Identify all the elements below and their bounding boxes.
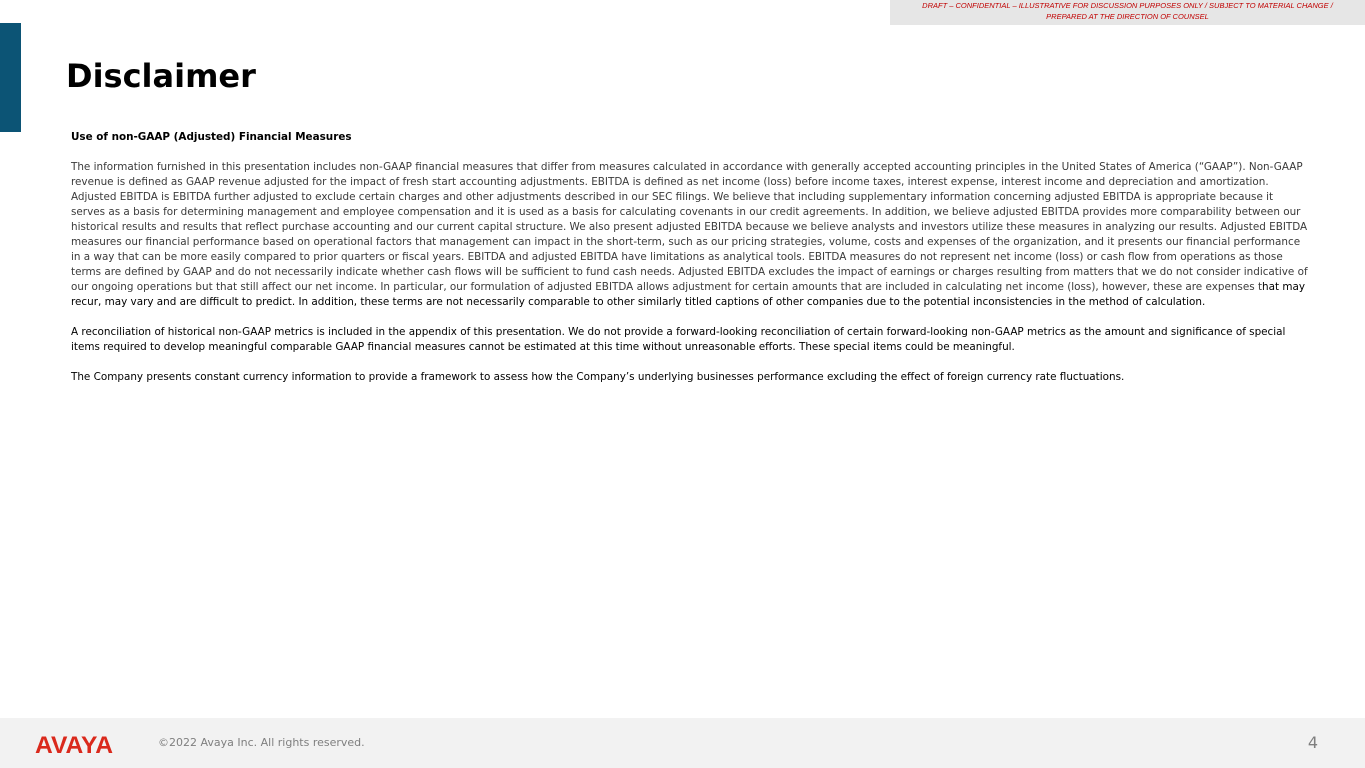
avaya-logo — [35, 731, 115, 757]
draft-confidential-banner — [890, 0, 1365, 25]
accent-bar — [0, 23, 21, 132]
banner-line-2: PREPARED AT THE DIRECTION OF COUNSEL — [1046, 11, 1209, 21]
page-title: Disclaimer — [66, 57, 256, 95]
paragraph-1 — [71, 160, 1309, 310]
paragraph-3: The Company presents constant currency information to provide a framework to assess how the Company’s underlying businesses performance excluding the effect of foreign currency rate fluctuations. — [71, 371, 1125, 383]
paragraph-1-text-a: The information furnished in this presentation includes non-GAAP financial measures that differ from measures calculated in accordance with generally accepted accounting principles in the United States of America (“GAAP”). Non-GAAP revenue is defined as GAAP revenue adjusted for the impact of fresh start accounting adjustments. EBITDA is defined as net income (loss) before income taxes, interest expense, interest income and depreciation and amortization. Adjusted EBITDA is EBITDA further adjusted to exclude certain charges and other adjustments described in our SEC filings. We believe that including supplementary information concerning adjusted EBITDA is appropriate because it serves as a basis for determining management and employee compensation and it is used as a basis for calculating covenants in our credit agreements. In addition, we believe adjusted EBITDA provides more comparability between our historical results and results that reflect purchase accounting and our current capital structure. We also present adjusted EBITDA because we believe analysts and investors utilize these measures in analyzing our results. Adjusted EBITDA measures our financial performance based on operational factors that management can impact in the short-term, such as our pricing strategies, volume, costs and expenses of the organization, and it presents our financial performance in a way that can be more easily compared to prior quarters or fiscal years. EBITDA and adjusted EBITDA have limitations as analytical tools. EBITDA measures do not represent net income (loss) or cash flow from operations as those terms are defined by GAAP and do not necessarily indicate whether cash flows will be sufficient to fund cash needs. Adjusted EBITDA excludes the impact of earnings or charges resulting from matters that we do not consider indicative of our ongoing operations but that still affect our net income. In particular, our formulation of adjusted EBITDA allows adjustment for certain amounts that are included in calculating net income (loss), however, these are expenses t — [71, 161, 1308, 293]
avaya-logo-text: AVAYA — [35, 732, 113, 757]
page-number: 4 — [1307, 733, 1318, 752]
banner-line-1: DRAFT – CONFIDENTIAL – ILLUSTRATIVE FOR DISCUSSION PURPOSES ONLY / SUBJECT TO MATERIAL CHANGE / — [922, 1, 1333, 10]
section-heading: Use of non-GAAP (Adjusted) Financial Measures — [71, 131, 352, 143]
paragraph-2: A reconciliation of historical non-GAAP metrics is included in the appendix of this presentation. We do not provide a forward-looking reconciliation of certain forward-looking non-GAAP metrics as the amount and significance of special items required to develop meaningful comparable GAAP financial measures cannot be estimated at this time without unreasonable efforts. These special items could be meaningful. — [71, 326, 1286, 353]
paragraph-1-text-b: hat may recur, may vary and are difficult to predict. In addition, these terms are not necessarily comparable to other similarly titled captions of other companies due to the potential inconsistencies in the method of calculation. — [71, 281, 1305, 308]
copyright-text: ©2022 Avaya Inc. All rights reserved. — [158, 736, 365, 749]
disclaimer-body — [71, 130, 1309, 400]
footer — [0, 718, 1365, 768]
